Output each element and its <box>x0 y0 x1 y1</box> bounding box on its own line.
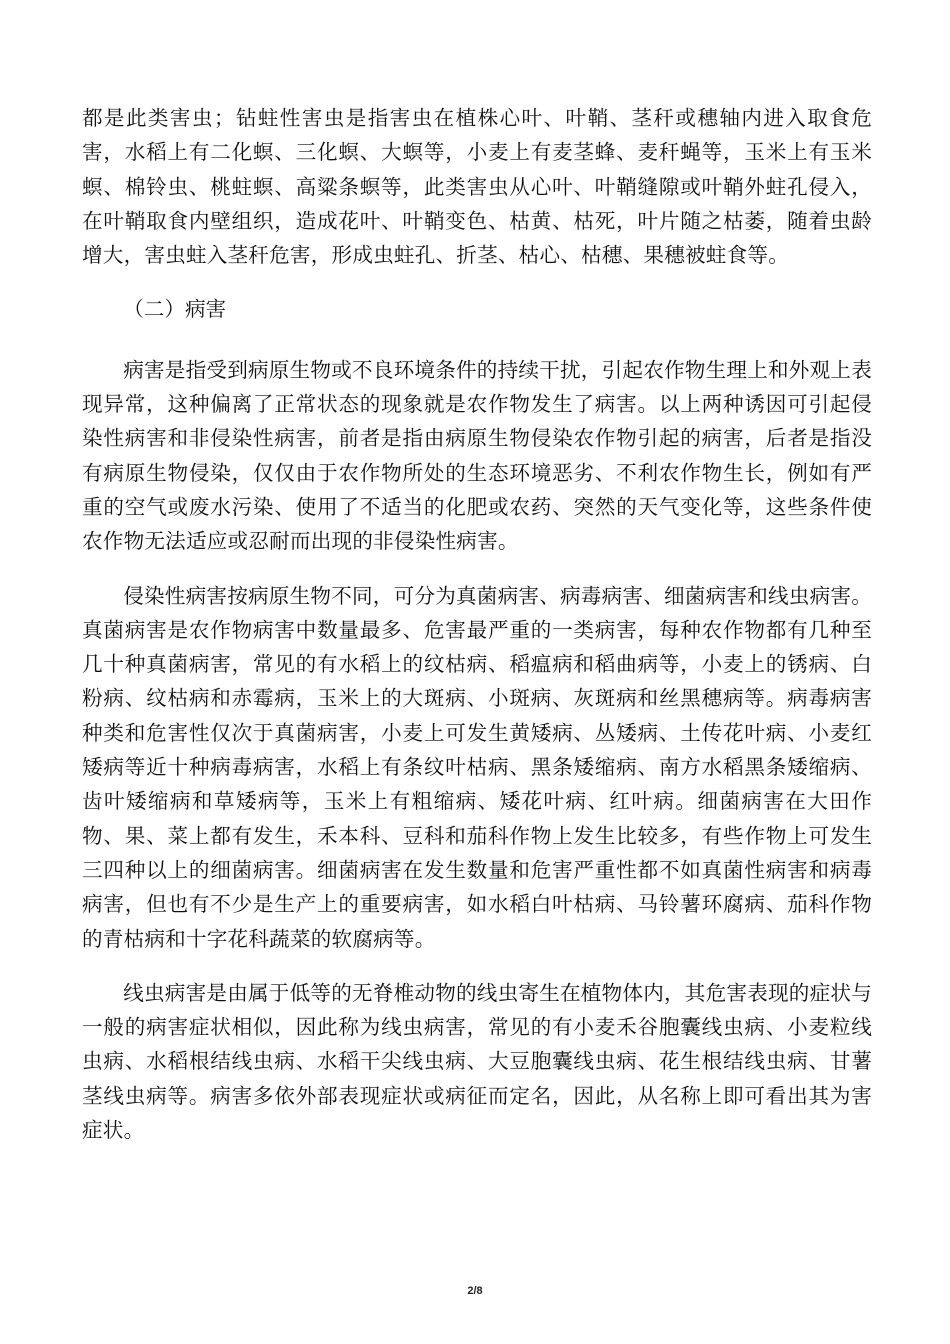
paragraph-infectious-diseases: 侵染性病害按病原生物不同，可分为真菌病害、病毒病害、细菌病害和线虫病害。真菌病害是农作物病害中数量最多、危害最严重的一类病害，每种农作物都有几种至几十种真菌病害，常见的有水稻上的纹枯病、稻瘟病和稻曲病等，小麦上的锈病、白粉病、纹枯病和赤霉病，玉米上的大斑病、小斑病、灰斑病和丝黑穗病等。病毒病害种类和危害性仅次于真菌病害，小麦上可发生黄矮病、丛矮病、土传花叶病、小麦红矮病等近十种病毒病害，水稻上有条纹叶枯病、黑条矮缩病、南方水稻黑条矮缩病、齿叶矮缩病和草矮病等，玉米上有粗缩病、矮花叶病、红叶病。细菌病害在大田作物、果、菜上都有发生，禾本科、豆科和茄科作物上发生比较多，有些作物上可发生三四种以上的细菌病害。细菌病害在发生数量和危害严重性都不如真菌性病害和病毒病害，但也有不少是生产上的重要病害，如水稻白叶枯病、马铃薯环腐病、茄科作物的青枯病和十字花科蔬菜的软腐病等。 <box>82 583 872 951</box>
paragraph-nematode-diseases: 线虫病害是由属于低等的无脊椎动物的线虫寄生在植物体内，其危害表现的症状与一般的病害症状相似，因此称为线虫病害，常见的有小麦禾谷胞囊线虫病、小麦粒线虫病、水稻根结线虫病、水稻干尖线虫病、大豆胞囊线虫病、花生根结线虫病、甘薯茎线虫病等。病害多依外部表现症状或病征而定名，因此，从名称上即可看出其为害症状。 <box>82 980 872 1143</box>
paragraph-disease-definition: 病害是指受到病原生物或不良环境条件的持续干扰，引起农作物生理上和外观上表现异常，这种偏离了正常状态的现象就是农作物发生了病害。以上两种诱因可引起侵染性病害和非侵染性病害，前者是指由病原生物侵染农作物引起的病害，后者是指没有病原生物侵染，仅仅由于农作物所处的生态环境恶劣、不利农作物生长，例如有严重的空气或废水污染、使用了不适当的化肥或农药、突然的天气变化等，这些条件使农作物无法适应或忍耐而出现的非侵染性病害。 <box>82 357 872 554</box>
section-heading-diseases: （二）病害 <box>123 297 227 322</box>
document-body <box>82 101 872 1167</box>
paragraph-boring-pests: 都是此类害虫；钻蛀性害虫是指害虫在植株心叶、叶鞘、茎秆或穗轴内进入取食危害，水稻上有二化螟、三化螟、大螟等，小麦上有麦茎蜂、麦秆蝇等，玉米上有玉米螟、棉铃虫、桃蛀螟、高粱条螟等，此类害虫从心叶、叶鞘缝隙或叶鞘外蛀孔侵入，在叶鞘取食内壁组织，造成花叶、叶鞘变色、枯黄、枯死，叶片随之枯萎，随着虫龄增大，害虫蛀入茎秆危害，形成虫蛀孔、折茎、枯心、枯穗、果穗被蛀食等。 <box>82 106 872 268</box>
page-number: 2/8 <box>467 1285 483 1297</box>
